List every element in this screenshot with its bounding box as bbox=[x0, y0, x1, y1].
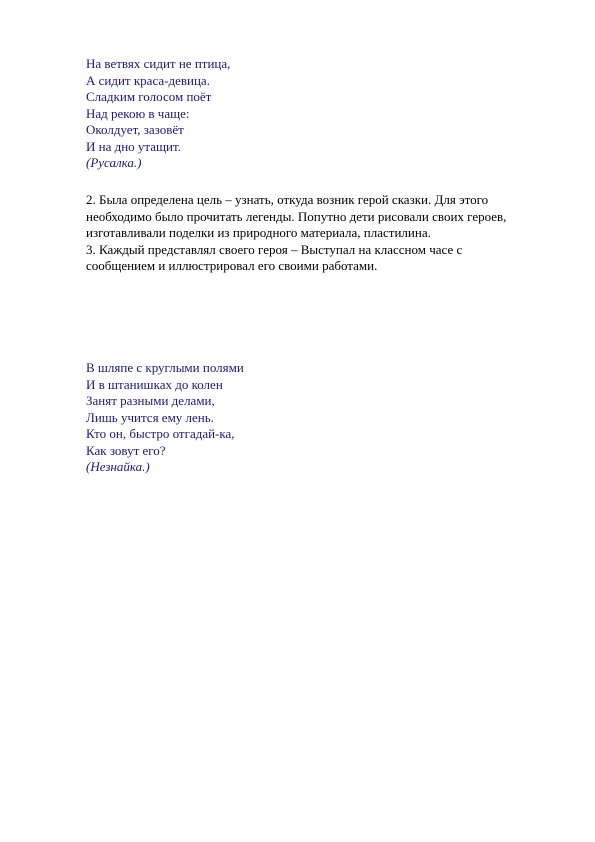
riddle-line: И на дно утащит. bbox=[86, 138, 181, 154]
steps-paragraph bbox=[86, 192, 526, 275]
riddle-line: Как зовут его? bbox=[86, 442, 166, 458]
paragraph-line: изготавливали поделки из природного материала, пластилина. bbox=[86, 225, 431, 240]
paragraph-line: сообщением и иллюстрировал его своими работами. bbox=[86, 258, 378, 273]
riddle-line: Лишь учится ему лень. bbox=[86, 409, 214, 425]
riddle-answer: (Русалка.) bbox=[86, 155, 142, 170]
riddle-line: Кто он, быстро отгадай-ка, bbox=[86, 426, 235, 441]
riddle-line: На ветвях сидит не птица, bbox=[86, 56, 231, 71]
riddle-line: А сидит краса-девица. bbox=[86, 72, 210, 88]
riddle-answer: (Незнайка.) bbox=[86, 459, 150, 474]
paragraph-line: 2. Была определена цель – узнать, откуда возник герой сказки. Для этого bbox=[86, 192, 489, 207]
paragraph-line: 3. Каждый представлял своего героя – Выступал на классном часе с bbox=[86, 241, 463, 257]
paragraph-line: необходимо было прочитать легенды. Попутно дети рисовали своих героев, bbox=[86, 208, 507, 224]
riddle-neznayka bbox=[86, 360, 526, 476]
riddle-line: И в штанишках до колен bbox=[86, 376, 223, 392]
riddle-line: Сладким голосом поёт bbox=[86, 89, 212, 104]
riddle-line: В шляпе с круглыми полями bbox=[86, 360, 244, 375]
riddle-line: Занят разными делами, bbox=[86, 393, 215, 408]
riddle-line: Околдует, зазовёт bbox=[86, 122, 184, 137]
riddle-line: Над рекою в чаще: bbox=[86, 105, 190, 121]
riddle-rusalka bbox=[86, 56, 526, 172]
